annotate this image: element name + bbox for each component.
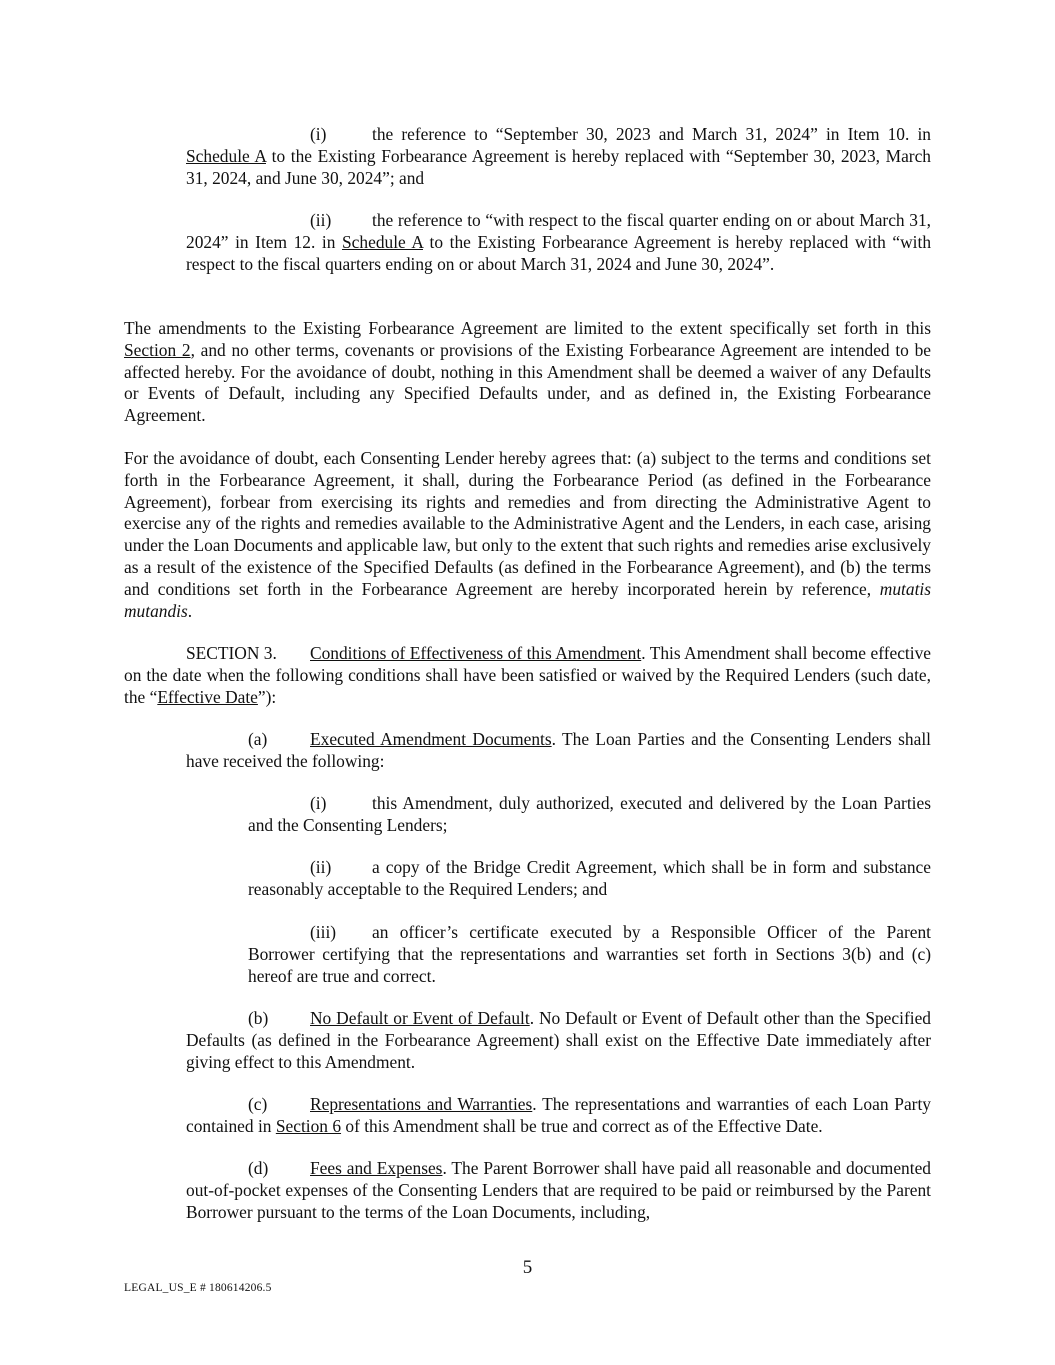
paragraph-ii-schedule-a-item-12: (ii) the reference to “with respect to the fiscal quarter ending on or about March 31, 2024” in Item 12. in Schedule A to the Existing Forbearance Agreement is hereby replaced with “with respect to the fiscal quarters ending on or about March 31, 2024 and June 30, 2024”. — [186, 210, 932, 274]
condition-heading: No Default or Event of Default — [310, 1008, 530, 1028]
defined-term-effective-date: Effective Date — [157, 686, 258, 707]
item-number: (ii) — [310, 857, 332, 877]
item-number: (i) — [310, 124, 327, 144]
condition-a-iii: (iii) an officer’s certificate executed by a Responsible Officer of the Parent Borrower certifying that the representations and warranties set forth in Sections 3(b) and (c) hereof are true and correct. — [248, 922, 931, 986]
item-number: (a) — [248, 729, 268, 749]
condition-heading: Executed Amendment Documents — [310, 729, 552, 749]
condition-d-fees-and-expenses: (d) Fees and Expenses. The Parent Borrower shall have paid all reasonable and documented out-of-pocket expenses of the Consenting Lenders that are required to be paid or reimbursed by the Parent Borrower pursuant to the terms of the Loan Documents, including, — [186, 1158, 931, 1222]
item-number: (iii) — [310, 922, 337, 942]
item-number: (ii) — [310, 210, 332, 230]
document-reference-footer: LEGAL_US_E # 180614206.5 — [124, 1282, 272, 1294]
section-heading: Conditions of Effectiveness of this Amendment — [310, 643, 642, 663]
condition-b-no-default: (b) No Default or Event of Default. No Default or Event of Default other than the Specified Defaults (as defined in the Forbearance Agreement) shall exist on the Effective Date immediately after giving effect to this Amendment. — [186, 1008, 931, 1072]
condition-a-ii: (ii) a copy of the Bridge Credit Agreement, which shall be in form and substance reasonably acceptable to the Required Lenders; and — [248, 857, 931, 899]
item-number: (d) — [248, 1158, 269, 1178]
paragraph-i-schedule-a-item-10: (i) the reference to “September 30, 2023 and March 31, 2024” in Item 10. in Schedule A to the Existing Forbearance Agreement is hereby replaced with “September 30, 2023, March 31, 2024, and June 30, 2024”; and — [186, 124, 931, 188]
section-number: SECTION 3. — [186, 643, 277, 663]
mutatis-mutandis: mutatis mutandis — [124, 578, 931, 621]
paragraph-amendment-limits: The amendments to the Existing Forbearance Agreement are limited to the extent specifically set forth in this Section 2, and no other terms, covenants or provisions of the Existing Forbearance Agreement are intended to be affected hereby. For the avoidance of doubt, nothing in this Amendment shall be deemed a waiver of any Defaults or Events of Default, including any Specified Defaults under, and as defined in, the Existing Forbearance Agreement. — [124, 318, 931, 426]
item-number: (i) — [310, 793, 327, 813]
condition-c-representations-and-warranties: (c) Representations and Warranties. The representations and warranties of each Loan Party contained in Section 6 of this Amendment shall be true and correct as of the Effective Date. — [186, 1094, 931, 1136]
paragraph-consenting-lender-forbearance: For the avoidance of doubt, each Consenting Lender hereby agrees that: (a) subject to the terms and conditions set forth in the Forbearance Agreement, it shall, during the Forbearance Period (as defined in the Forbearance Agreement), forbear from exercising its rights and remedies and from directing the Administrative Agent to exercise any of the rights and remedies available to the Administrative Agent and the Lenders, in each case, arising under the Loan Documents and applicable law, but only to the extent that such rights and remedies arise exclusively as a result of the existence of the Specified Defaults (as defined in the Forbearance Agreement), and (b) the terms and conditions set forth in the Forbearance Agreement are hereby incorporated herein by reference, mutatis mutandis. — [124, 448, 931, 621]
section-6-reference: Section 6 — [275, 1115, 342, 1136]
item-number: (c) — [248, 1094, 268, 1114]
schedule-a-reference: Schedule A — [186, 145, 266, 166]
section-2-reference: Section 2 — [124, 339, 191, 360]
condition-a-executed-amendment-documents: (a) Executed Amendment Documents. The Loan Parties and the Consenting Lenders shall have received the following: — [186, 729, 932, 771]
condition-heading: Representations and Warranties — [310, 1094, 533, 1114]
condition-heading: Fees and Expenses — [310, 1158, 443, 1178]
page-number: 5 — [522, 1257, 533, 1278]
condition-a-i: (i) this Amendment, duly authorized, executed and delivered by the Loan Parties and the Consenting Lenders; — [248, 793, 931, 835]
schedule-a-reference: Schedule A — [342, 231, 423, 252]
section-3-conditions-of-effectiveness: SECTION 3. Conditions of Effectiveness of this Amendment. This Amendment shall become effective on the date when the following conditions shall have been satisfied or waived by the Required Lenders (such date, the “Effective Date”): — [124, 643, 932, 707]
item-number: (b) — [248, 1008, 269, 1028]
